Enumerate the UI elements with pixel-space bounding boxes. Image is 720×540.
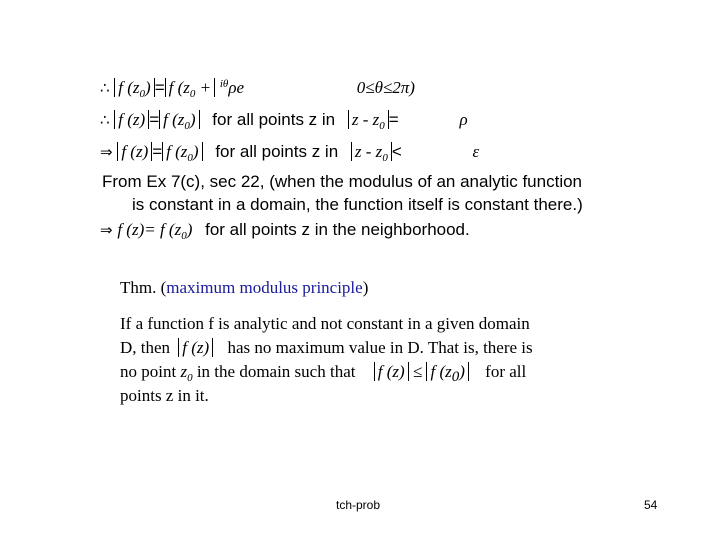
implies-symbol: ⇒ <box>100 143 113 161</box>
page-number: 54 <box>644 498 658 512</box>
equals-sign: = <box>152 142 163 161</box>
derivation-line-2 <box>100 110 468 132</box>
theorem-body-line-4: points z in it. <box>120 386 209 405</box>
text-no-point: no point $z_0$ in the domain such that <box>120 362 356 384</box>
from-line-2: is constant in a domain, the function itself is constant there.) <box>132 195 583 214</box>
modulus-fz0: f $(z_0)$ <box>162 142 202 161</box>
modulus-fz: f (z) <box>117 142 152 161</box>
derivation-line-4 <box>100 220 470 242</box>
modulus-lhs: f $(z_0)$ <box>114 78 154 97</box>
neighborhood-text: for all points z in the neighborhood. <box>205 220 470 239</box>
therefore-symbol: ∴ <box>100 111 110 129</box>
from-line-1: From Ex 7(c), sec 22, (when the modulus of an analytic function <box>102 172 583 191</box>
modulus-rhs: f ($z_0$ + <box>165 78 215 97</box>
equals-sign: = <box>154 78 165 97</box>
text-no-max: has no maximum value in D. That is, there is <box>227 338 533 357</box>
theorem-suffix: ) <box>362 278 369 297</box>
modulus-formula: f (z) <box>178 338 213 357</box>
theorem-body-line-2 <box>120 338 533 358</box>
exponent: iθ <box>219 78 229 90</box>
for-all-text: for all points z in <box>215 142 339 161</box>
for-all-text: for all points z in <box>212 110 336 129</box>
equals-sign: = <box>388 110 399 129</box>
inequality-formula: f (z) ≤ f (z0) <box>374 362 469 381</box>
derivation-line-1 <box>100 78 415 100</box>
modulus-fz0: f $(z_0)$ <box>159 110 199 129</box>
implies-symbol: ⇒ <box>100 221 113 239</box>
text-d-then: D, then <box>120 338 171 357</box>
conclusion-expr: f (z)= f $(z_0)$ <box>117 220 193 242</box>
rho-e: ρe <box>228 78 245 97</box>
theta-range: 0≤θ≤2π) <box>356 78 415 97</box>
theorem-title <box>120 278 368 298</box>
modulus-fz: f (z) <box>114 110 149 129</box>
derivation-line-3 <box>100 142 479 164</box>
theorem-body-line-3 <box>120 362 526 386</box>
rho-symbol: ρ <box>459 110 468 129</box>
theorem-body-line-1: If a function f is analytic and not constant in a given domain <box>120 314 530 333</box>
theorem-prefix: Thm. ( <box>120 278 167 297</box>
epsilon-symbol: ε <box>472 142 480 161</box>
text-for-all: for all <box>485 362 527 381</box>
less-than-sign: < <box>391 142 402 161</box>
equals-sign: = <box>149 110 160 129</box>
distance-expr: z - $z_0$ <box>351 142 392 161</box>
theorem-name: maximum modulus principle <box>166 278 363 297</box>
therefore-symbol: ∴ <box>100 79 110 97</box>
distance-expr: z - $z_0$ <box>348 110 389 129</box>
footer-source: tch-prob <box>336 498 381 512</box>
